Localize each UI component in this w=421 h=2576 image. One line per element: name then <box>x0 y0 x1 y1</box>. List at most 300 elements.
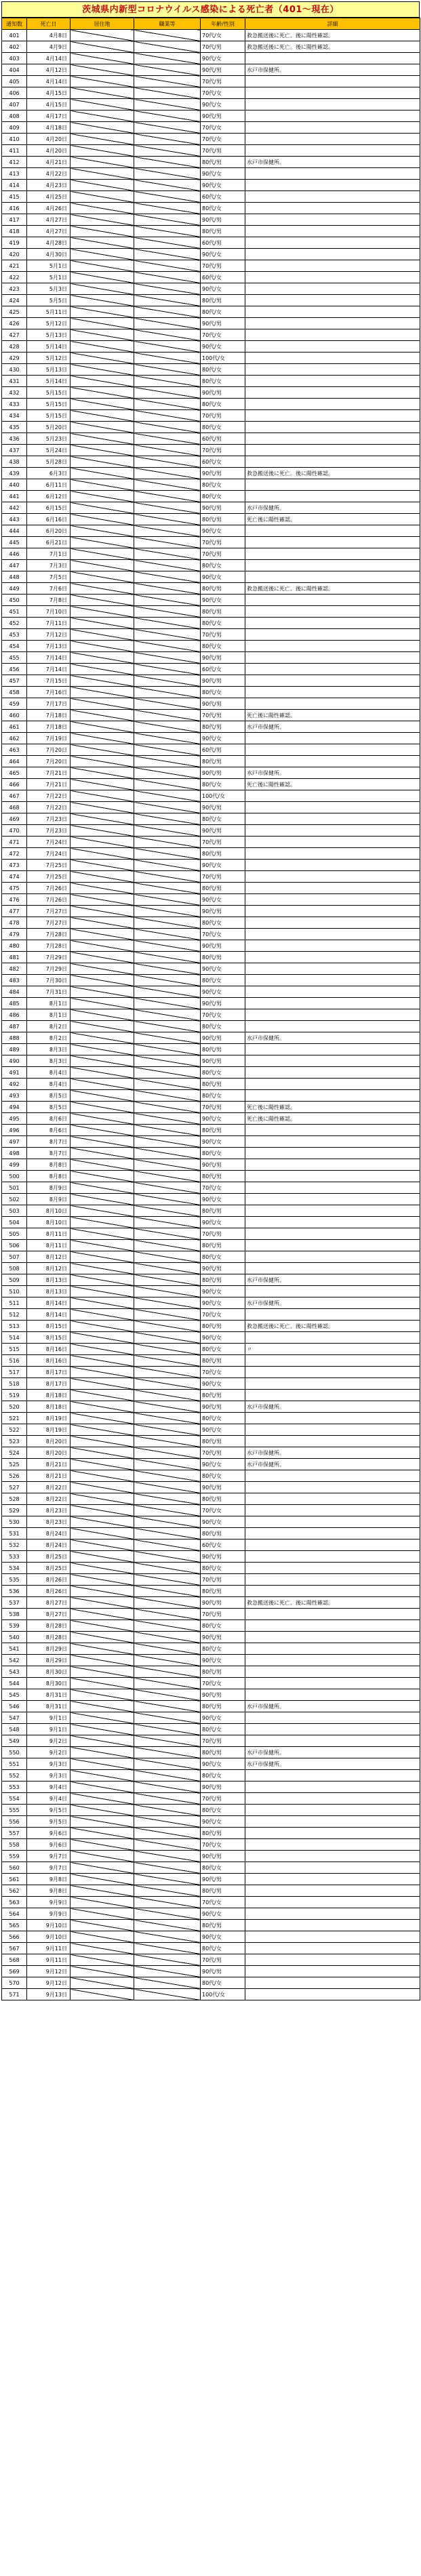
cell-residence <box>71 963 134 975</box>
table-row <box>2 1712 420 1724</box>
cell-age-sex: 90代/女 <box>201 1758 245 1770</box>
cell-occupation <box>134 1793 201 1805</box>
cell-date: 9月5日 <box>27 1805 71 1816</box>
cell-residence <box>71 1977 134 1989</box>
cell-date: 8月24日 <box>27 1539 71 1551</box>
cell-age-sex: 80代/男 <box>201 1666 245 1678</box>
cell-residence <box>71 399 134 410</box>
cell-occupation <box>134 1171 201 1182</box>
cell-date: 8月26日 <box>27 1574 71 1586</box>
cell-age-sex: 80代/男 <box>201 1079 245 1090</box>
cell-no: 563 <box>2 1897 27 1908</box>
cell-residence <box>71 917 134 929</box>
cell-date: 5月23日 <box>27 433 71 445</box>
cell-no: 516 <box>2 1355 27 1367</box>
cell-no: 487 <box>2 1021 27 1032</box>
cell-age-sex: 70代/男 <box>201 710 245 721</box>
cell-occupation <box>134 1378 201 1390</box>
cell-no: 527 <box>2 1482 27 1493</box>
cell-no: 518 <box>2 1378 27 1390</box>
cell-details <box>245 733 420 744</box>
cell-date: 5月12日 <box>27 318 71 329</box>
cell-age-sex: 90代/男 <box>201 825 245 837</box>
cell-occupation <box>134 710 201 721</box>
cell-age-sex: 80代/男 <box>201 295 245 306</box>
cell-residence <box>71 479 134 491</box>
cell-residence <box>71 537 134 548</box>
cell-age-sex: 80代/男 <box>201 1586 245 1597</box>
cell-details <box>245 1217 420 1228</box>
cell-no: 562 <box>2 1885 27 1897</box>
cell-details <box>245 940 420 952</box>
cell-date: 7月21日 <box>27 779 71 790</box>
cell-occupation <box>134 560 201 571</box>
cell-no: 419 <box>2 237 27 249</box>
cell-no: 448 <box>2 571 27 583</box>
cell-date: 4月14日 <box>27 76 71 87</box>
cell-no: 467 <box>2 790 27 802</box>
cell-residence <box>71 157 134 168</box>
cell-date: 9月6日 <box>27 1828 71 1839</box>
cell-details <box>245 283 420 295</box>
cell-no: 423 <box>2 283 27 295</box>
cell-details <box>245 871 420 883</box>
cell-occupation <box>134 618 201 629</box>
cell-details <box>245 1240 420 1251</box>
table-row <box>2 272 420 283</box>
cell-details <box>245 53 420 64</box>
cell-no: 463 <box>2 744 27 756</box>
cell-no: 555 <box>2 1805 27 1816</box>
cell-date: 6月20日 <box>27 525 71 537</box>
cell-age-sex: 80代/女 <box>201 203 245 214</box>
cell-residence <box>71 1897 134 1908</box>
table-row <box>2 687 420 698</box>
cell-age-sex: 70代/男 <box>201 629 245 641</box>
cell-residence <box>71 698 134 710</box>
table-row <box>2 99 420 110</box>
cell-details <box>245 260 420 272</box>
cell-age-sex: 60代/男 <box>201 237 245 249</box>
cell-occupation <box>134 1643 201 1655</box>
cell-age-sex: 90代/男 <box>201 468 245 479</box>
cell-occupation <box>134 767 201 779</box>
cell-occupation <box>134 214 201 226</box>
cell-age-sex: 80代/男 <box>201 1044 245 1055</box>
cell-age-sex: 70代/男 <box>201 1793 245 1805</box>
cell-details <box>245 664 420 675</box>
cell-date: 5月28日 <box>27 456 71 468</box>
cell-age-sex: 90代/女 <box>201 168 245 180</box>
table-row <box>2 1286 420 1297</box>
cell-age-sex: 70代/男 <box>201 1228 245 1240</box>
cell-date: 9月9日 <box>27 1897 71 1908</box>
cell-no: 457 <box>2 675 27 687</box>
cell-date: 7月27日 <box>27 906 71 917</box>
cell-no: 557 <box>2 1828 27 1839</box>
cell-occupation <box>134 180 201 191</box>
cell-details <box>245 1194 420 1205</box>
cell-occupation <box>134 906 201 917</box>
cell-details <box>245 1136 420 1148</box>
cell-residence <box>71 1309 134 1321</box>
cell-residence <box>71 1851 134 1862</box>
cell-details <box>245 1839 420 1851</box>
cell-age-sex: 90代/女 <box>201 99 245 110</box>
cell-age-sex: 90代/男 <box>201 214 245 226</box>
cell-no: 424 <box>2 295 27 306</box>
cell-details <box>245 456 420 468</box>
cell-details <box>245 364 420 376</box>
cell-details <box>245 1551 420 1563</box>
cell-no: 571 <box>2 1989 27 2000</box>
cell-no: 480 <box>2 940 27 952</box>
cell-occupation <box>134 410 201 422</box>
cell-residence <box>71 1401 134 1413</box>
cell-no: 466 <box>2 779 27 790</box>
cell-residence <box>71 1747 134 1758</box>
cell-details <box>245 1055 420 1067</box>
table-row <box>2 1931 420 1943</box>
cell-no: 551 <box>2 1758 27 1770</box>
cell-details <box>245 1436 420 1447</box>
cell-occupation <box>134 1159 201 1171</box>
cell-no: 412 <box>2 157 27 168</box>
cell-date: 8月11日 <box>27 1228 71 1240</box>
cell-residence <box>71 1125 134 1136</box>
cell-age-sex: 80代/男 <box>201 1240 245 1251</box>
cell-details <box>245 537 420 548</box>
cell-residence <box>71 883 134 894</box>
cell-occupation <box>134 1182 201 1194</box>
cell-residence <box>71 203 134 214</box>
cell-residence <box>71 145 134 157</box>
cell-occupation <box>134 1574 201 1586</box>
cell-details: 水戸市保健所。 <box>245 1297 420 1309</box>
cell-no: 533 <box>2 1551 27 1563</box>
cell-residence <box>71 1367 134 1378</box>
cell-details <box>245 1828 420 1839</box>
cell-occupation <box>134 1701 201 1712</box>
cell-details <box>245 1539 420 1551</box>
cell-no: 548 <box>2 1724 27 1735</box>
cell-date: 4月26日 <box>27 203 71 214</box>
cell-no: 439 <box>2 468 27 479</box>
cell-occupation <box>134 272 201 283</box>
table-row <box>2 364 420 376</box>
cell-residence <box>71 1609 134 1620</box>
cell-occupation <box>134 1678 201 1689</box>
cell-date: 8月4日 <box>27 1067 71 1079</box>
cell-age-sex: 90代/女 <box>201 249 245 260</box>
cell-date: 7月20日 <box>27 756 71 767</box>
cell-date: 8月2日 <box>27 1032 71 1044</box>
cell-occupation <box>134 479 201 491</box>
cell-residence <box>71 779 134 790</box>
cell-details <box>245 756 420 767</box>
cell-residence <box>71 1828 134 1839</box>
cell-no: 477 <box>2 906 27 917</box>
cell-age-sex: 70代/男 <box>201 548 245 560</box>
table-row <box>2 1125 420 1136</box>
cell-age-sex: 70代/男 <box>201 1954 245 1966</box>
cell-no: 499 <box>2 1159 27 1171</box>
cell-date: 7月28日 <box>27 940 71 952</box>
cell-details <box>245 1908 420 1920</box>
table-row <box>2 1413 420 1424</box>
cell-details <box>245 191 420 203</box>
cell-date: 4月28日 <box>27 237 71 249</box>
table-row <box>2 410 420 422</box>
cell-no: 520 <box>2 1401 27 1413</box>
table-row <box>2 1228 420 1240</box>
cell-date: 9月5日 <box>27 1816 71 1828</box>
cell-residence <box>71 906 134 917</box>
table-row <box>2 1828 420 1839</box>
cell-residence <box>71 1194 134 1205</box>
cell-occupation <box>134 41 201 53</box>
cell-no: 449 <box>2 583 27 595</box>
cell-date: 8月15日 <box>27 1332 71 1344</box>
cell-no: 413 <box>2 168 27 180</box>
cell-occupation <box>134 1666 201 1678</box>
cell-age-sex: 70代/男 <box>201 76 245 87</box>
table-row <box>2 756 420 767</box>
cell-age-sex: 90代/男 <box>201 1851 245 1862</box>
cell-no: 440 <box>2 479 27 491</box>
cell-date: 8月16日 <box>27 1355 71 1367</box>
cell-age-sex: 90代/女 <box>201 53 245 64</box>
cell-age-sex: 80代/女 <box>201 779 245 790</box>
table-row <box>2 883 420 894</box>
cell-no: 512 <box>2 1309 27 1321</box>
cell-details <box>245 145 420 157</box>
table-row <box>2 1090 420 1102</box>
cell-no: 425 <box>2 306 27 318</box>
cell-date: 9月10日 <box>27 1920 71 1931</box>
cell-date: 9月3日 <box>27 1770 71 1782</box>
cell-details <box>245 341 420 353</box>
cell-age-sex: 80代/男 <box>201 1528 245 1539</box>
cell-no: 564 <box>2 1908 27 1920</box>
table-row <box>2 618 420 629</box>
cell-occupation <box>134 260 201 272</box>
cell-occupation <box>134 99 201 110</box>
table-row <box>2 260 420 272</box>
cell-no: 491 <box>2 1067 27 1079</box>
cell-date: 8月3日 <box>27 1044 71 1055</box>
cell-date: 4月30日 <box>27 249 71 260</box>
cell-residence <box>71 1793 134 1805</box>
cell-age-sex: 90代/男 <box>201 1055 245 1067</box>
cell-details: 水戸市保健所。 <box>245 1274 420 1286</box>
cell-no: 415 <box>2 191 27 203</box>
table-row <box>2 1563 420 1574</box>
cell-occupation <box>134 1079 201 1090</box>
table-row <box>2 1297 420 1309</box>
cell-occupation <box>134 1747 201 1758</box>
cell-age-sex: 90代/男 <box>201 1689 245 1701</box>
cell-date: 8月13日 <box>27 1274 71 1286</box>
cell-occupation <box>134 940 201 952</box>
cell-details: 水戸市保健所。 <box>245 1447 420 1459</box>
cell-details: 死亡後に陽性確認。 <box>245 1102 420 1113</box>
cell-no: 456 <box>2 664 27 675</box>
cell-age-sex: 70代/男 <box>201 1447 245 1459</box>
table-row <box>2 1424 420 1436</box>
cell-occupation <box>134 571 201 583</box>
table-row <box>2 1355 420 1367</box>
cell-occupation <box>134 1367 201 1378</box>
cell-age-sex: 80代/男 <box>201 1493 245 1505</box>
cell-no: 498 <box>2 1148 27 1159</box>
cell-date: 7月23日 <box>27 813 71 825</box>
cell-no: 507 <box>2 1251 27 1263</box>
cell-no: 536 <box>2 1586 27 1597</box>
cell-occupation <box>134 998 201 1009</box>
cell-details: 水戸市保健所。 <box>245 721 420 733</box>
cell-residence <box>71 733 134 744</box>
cell-no: 537 <box>2 1597 27 1609</box>
cell-details <box>245 883 420 894</box>
cell-details <box>245 1263 420 1274</box>
cell-no: 417 <box>2 214 27 226</box>
cell-date: 5月12日 <box>27 353 71 364</box>
cell-age-sex: 90代/女 <box>201 1332 245 1344</box>
cell-no: 418 <box>2 226 27 237</box>
cell-date: 8月4日 <box>27 1079 71 1090</box>
cell-occupation <box>134 1943 201 1954</box>
cell-details: 水戸市保健所。 <box>245 1032 420 1044</box>
cell-age-sex: 80代/女 <box>201 1977 245 1989</box>
table-row <box>2 1102 420 1113</box>
cell-age-sex: 90代/男 <box>201 940 245 952</box>
table-row <box>2 468 420 479</box>
table-row <box>2 1897 420 1908</box>
cell-age-sex: 100代/女 <box>201 353 245 364</box>
cell-occupation <box>134 295 201 306</box>
header-details: 詳細 <box>245 18 420 30</box>
table-row <box>2 329 420 341</box>
cell-details <box>245 353 420 364</box>
cell-date: 6月12日 <box>27 491 71 502</box>
cell-date: 8月10日 <box>27 1217 71 1228</box>
cell-date: 7月14日 <box>27 652 71 664</box>
cell-no: 534 <box>2 1563 27 1574</box>
table-row <box>2 122 420 134</box>
cell-age-sex: 80代/男 <box>201 1125 245 1136</box>
cell-occupation <box>134 53 201 64</box>
table-row <box>2 1447 420 1459</box>
cell-details: 水戸市保健所。 <box>245 157 420 168</box>
cell-occupation <box>134 1228 201 1240</box>
cell-no: 408 <box>2 110 27 122</box>
cell-details <box>245 952 420 963</box>
cell-age-sex: 80代/女 <box>201 1148 245 1159</box>
cell-date: 4月25日 <box>27 191 71 203</box>
cell-age-sex: 90代/男 <box>201 675 245 687</box>
cell-no: 459 <box>2 698 27 710</box>
cell-no: 544 <box>2 1678 27 1689</box>
cell-age-sex: 80代/男 <box>201 1885 245 1897</box>
cell-age-sex: 80代/女 <box>201 1805 245 1816</box>
cell-date: 5月14日 <box>27 341 71 353</box>
table-row <box>2 1620 420 1632</box>
header-occupation: 職業等 <box>134 18 201 30</box>
cell-residence <box>71 1805 134 1816</box>
cell-no: 403 <box>2 53 27 64</box>
cell-age-sex: 70代/男 <box>201 537 245 548</box>
cell-residence <box>71 1839 134 1851</box>
cell-no: 441 <box>2 491 27 502</box>
cell-no: 402 <box>2 41 27 53</box>
cell-residence <box>71 1321 134 1332</box>
cell-age-sex: 70代/男 <box>201 260 245 272</box>
cell-residence <box>71 860 134 871</box>
cell-age-sex: 80代/女 <box>201 1643 245 1655</box>
cell-details <box>245 1332 420 1344</box>
table-row <box>2 1274 420 1286</box>
cell-date: 8月19日 <box>27 1424 71 1436</box>
table-row <box>2 641 420 652</box>
table-row <box>2 952 420 963</box>
cell-residence <box>71 675 134 687</box>
table-row <box>2 1171 420 1182</box>
table-body <box>2 30 420 2000</box>
cell-details <box>245 410 420 422</box>
cell-age-sex: 80代/男 <box>201 583 245 595</box>
table-row <box>2 1113 420 1125</box>
cell-occupation <box>134 537 201 548</box>
cell-details <box>245 560 420 571</box>
cell-date: 7月1日 <box>27 548 71 560</box>
cell-residence <box>71 1620 134 1632</box>
cell-occupation <box>134 1009 201 1021</box>
cell-details <box>245 1920 420 1931</box>
cell-date: 7月15日 <box>27 675 71 687</box>
cell-details <box>245 1009 420 1021</box>
cell-details <box>245 652 420 664</box>
table-row <box>2 1747 420 1758</box>
cell-no: 552 <box>2 1770 27 1782</box>
cell-age-sex: 80代/男 <box>201 883 245 894</box>
table-row <box>2 1574 420 1586</box>
cell-age-sex: 80代/女 <box>201 917 245 929</box>
table-row <box>2 929 420 940</box>
cell-residence <box>71 1943 134 1954</box>
table-row <box>2 41 420 53</box>
table-row <box>2 318 420 329</box>
cell-residence <box>71 502 134 514</box>
cell-age-sex: 90代/男 <box>201 502 245 514</box>
cell-no: 431 <box>2 376 27 387</box>
cell-residence <box>71 445 134 456</box>
table-row <box>2 975 420 986</box>
cell-no: 433 <box>2 399 27 410</box>
cell-age-sex: 60代/男 <box>201 433 245 445</box>
cell-residence <box>71 1516 134 1528</box>
cell-occupation <box>134 1309 201 1321</box>
cell-no: 444 <box>2 525 27 537</box>
cell-occupation <box>134 871 201 883</box>
table-row <box>2 1390 420 1401</box>
cell-residence <box>71 756 134 767</box>
cell-date: 8月31日 <box>27 1701 71 1712</box>
cell-occupation <box>134 963 201 975</box>
cell-age-sex: 80代/男 <box>201 1920 245 1931</box>
cell-age-sex: 80代/女 <box>201 491 245 502</box>
cell-date: 4月15日 <box>27 87 71 99</box>
